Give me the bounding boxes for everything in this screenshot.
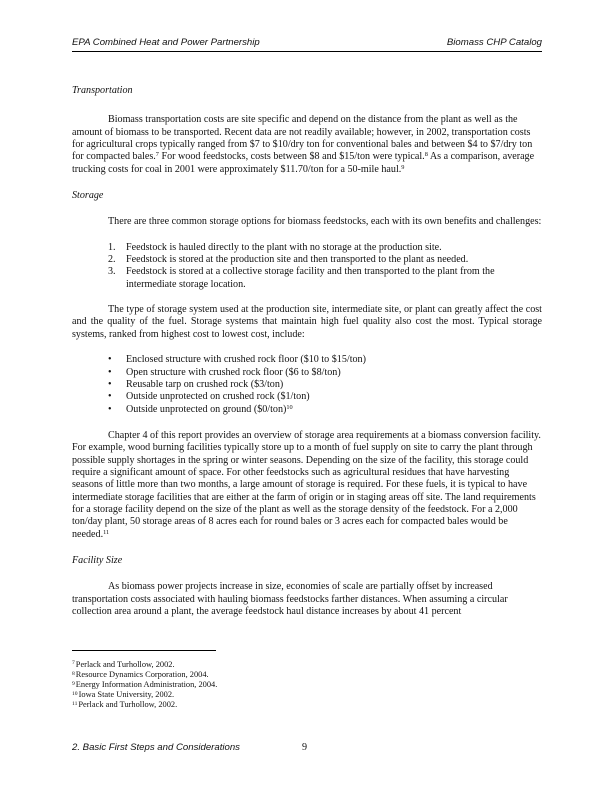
facility-paragraph: As biomass power projects increase in size, economies of scale are partially offset by increased transportation costs associated with hauling biomass feedstocks farther distances. When assuming a circular collection area around a plant, the average feedstock haul distance increases by about 41 percent [72, 581, 508, 617]
list-item: 1. Feedstock is hauled directly to the plant with no storage at the production site. [108, 241, 442, 253]
bullet-icon: • [108, 354, 112, 366]
footnote-item: $^{11}$Perlack and Turhollow, 2002. [72, 700, 178, 710]
footnote-item: $^9$Energy Information Administration, 2004. [72, 680, 218, 690]
list-item: 2. Feedstock is stored at the production site and then transported to the plant as needed. [108, 254, 469, 266]
bullet-icon: • [108, 391, 112, 403]
footer-section-title: 2. Basic First Steps and Considerations [72, 742, 240, 753]
bullet-icon: • [108, 403, 112, 415]
heading-facility-size: Facility Size [72, 554, 123, 566]
transportation-paragraph: Biomass transportation costs are site specific and depend on the distance from the plant as well as the amount of biomass to be transported. Recent data are not readily available; however, in 2002, transportation costs for agricultural crops typically ranged from $7 to $10/dry ton for conventional bales and between $4 to $7/dry ton for compacted bales.$^7$ For wood feedstocks, costs between $8 and $15/ton were typical.$^8$ As a comparison, average trucking costs for coal in 2001 were approximately $11.70/ton for a 50-mile haul.$^9$ [72, 114, 535, 175]
storage-systems-list [72, 354, 542, 416]
list-item: • Outside unprotected on ground ($0/ton)$^{10}$ [108, 403, 293, 415]
footnote-rule [72, 650, 216, 651]
footnote-item: $^{10}$Iowa State University, 2002. [72, 690, 175, 700]
footnote-ref-7: 7 [155, 151, 159, 159]
heading-transportation: Transportation [72, 85, 133, 96]
header-rule [72, 51, 542, 52]
list-item: • Open structure with crushed rock floor ($6 to $8/ton) [108, 366, 341, 378]
bullet-icon: • [108, 378, 112, 390]
list-item: • Enclosed structure with crushed rock floor ($10 to $15/ton) [108, 354, 366, 366]
heading-storage: Storage [72, 190, 104, 202]
storage-options-list [72, 242, 542, 291]
footnotes [72, 660, 217, 710]
list-item: • Outside unprotected on crushed rock ($1/ton) [108, 391, 310, 403]
page-header [72, 37, 542, 51]
list-item: 3. Feedstock is stored at a collective storage facility and then transported to the plant from the intermediate storage location. [108, 266, 495, 290]
footnote-item: $^8$Resource Dynamics Corporation, 2004. [72, 670, 209, 680]
storage-area-paragraph: Chapter 4 of this report provides an overview of storage area requirements at a biomass conversion facility. For example, wood burning facilities typically store up to a month of fuel supply on site to carry the plant through possible supply shortages in the spring or winter seasons. Depending on the size of the facility, this storage could require a significant amount of space. For other feedstocks such as agricultural residues that have harvesting seasons of little more than two months, a large amount of storage is required. For these fuels, it is typical to have intermediate storage facilities that are either at the farm of origin or in staging areas off site. The land requirements for a storage facility depend on the size of the plant as well as the storage density of the feedstock. For a 2,000 ton/day plant, 50 storage areas of 8 acres each for round bales or 3 acres each for compacted bales would be needed.$^{11}$ [72, 429, 541, 540]
footnote-ref-10: 10 [286, 403, 293, 411]
storage-cost-paragraph: The type of storage system used at the production site, intermediate site, or plant can greatly affect the cost and the quality of the fuel. Storage systems that maintain high fuel quality also cost the most. Typical storage systems, ranked from highest cost to lowest cost, include: [72, 304, 542, 340]
footnote-ref-8: 8 [424, 151, 428, 159]
header-left-title: EPA Combined Heat and Power Partnership [72, 37, 260, 48]
page-number: 9 [302, 742, 308, 753]
footnote-ref-11: 11 [103, 528, 110, 536]
header-right-title: Biomass CHP Catalog [446, 37, 542, 48]
footnote-item: $^7$Perlack and Turhollow, 2002. [72, 660, 175, 669]
bullet-icon: • [108, 366, 112, 378]
list-item: • Reusable tarp on crushed rock ($3/ton) [108, 378, 284, 390]
footnote-ref-9: 9 [401, 163, 405, 171]
main-body [72, 85, 542, 618]
storage-intro: There are three common storage options for biomass feedstocks, each with its own benefits and challenges: [108, 216, 542, 228]
